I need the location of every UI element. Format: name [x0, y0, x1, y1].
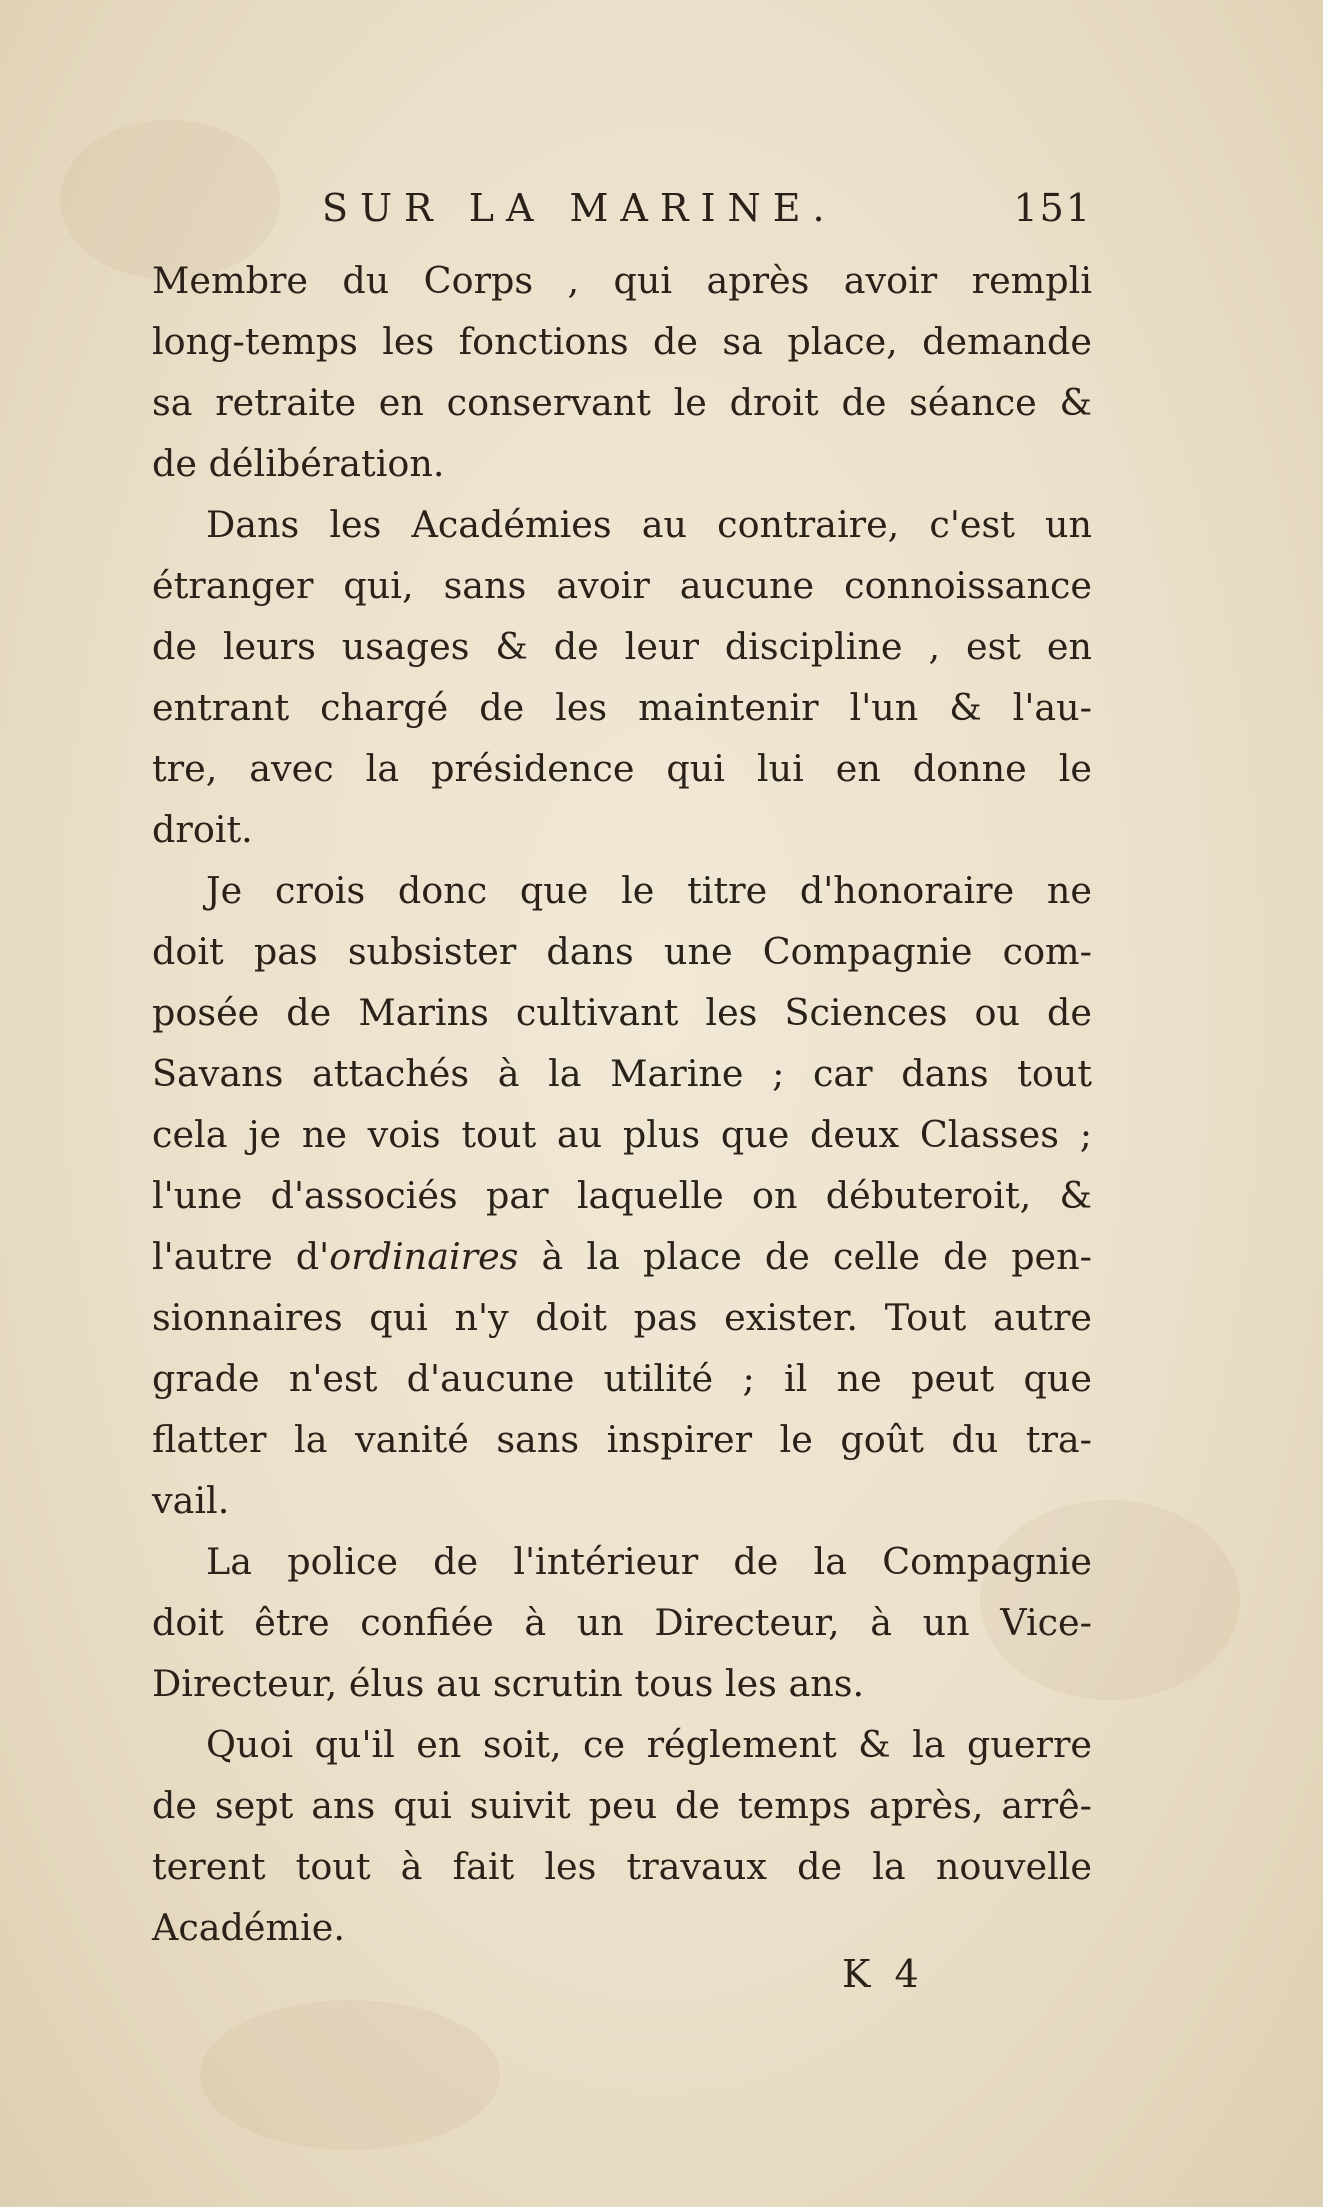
text-line: tre, avec la présidence qui lui en donne le: [152, 747, 1092, 790]
text-line: vail.: [152, 1479, 230, 1522]
text-line: long-temps les fonctions de sa place, demande: [152, 320, 1092, 363]
text-line: Savans attachés à la Marine ; car dans tout: [152, 1052, 1092, 1095]
text-line: Académie.: [152, 1906, 346, 1949]
text-line: droit.: [152, 808, 253, 851]
text-line: Je crois donc que le titre d'honoraire ne: [206, 869, 1092, 912]
page-number: 151: [1013, 186, 1092, 230]
text-line: étranger qui, sans avoir aucune connoissance: [152, 564, 1092, 607]
text-line-with-italic: l'autre d'ordinaires à la place de celle de pen-: [152, 1235, 1092, 1278]
text-line: grade n'est d'aucune utilité ; il ne peut que: [152, 1357, 1092, 1400]
text-line: entrant chargé de les maintenir l'un & l'au-: [152, 686, 1092, 729]
text-line: sa retraite en conservant le droit de séance &: [152, 381, 1092, 424]
text-line: doit être confiée à un Directeur, à un Vice-: [152, 1601, 1092, 1644]
text-line: de sept ans qui suivit peu de temps après, arrê-: [152, 1784, 1092, 1827]
page-header: [152, 186, 1092, 236]
paper-stain: [200, 2000, 500, 2150]
text-line: sionnaires qui n'y doit pas exister. Tout autre: [152, 1296, 1092, 1339]
text-line: l'une d'associés par laquelle on débuteroit, &: [152, 1174, 1092, 1217]
text-line: posée de Marins cultivant les Sciences ou de: [152, 991, 1092, 1034]
text-line: Directeur, élus au scrutin tous les ans.: [152, 1662, 865, 1705]
text-line: doit pas subsister dans une Compagnie com-: [152, 930, 1092, 973]
text-line: Quoi qu'il en soit, ce réglement & la guerre: [206, 1723, 1092, 1766]
body-text: [152, 250, 1092, 1958]
text-line: terent tout à fait les travaux de la nouvelle: [152, 1845, 1092, 1888]
text-line: Dans les Académies au contraire, c'est un: [206, 503, 1092, 546]
signature-mark: K 4: [842, 1952, 925, 1996]
text-line: flatter la vanité sans inspirer le goût du tra-: [152, 1418, 1092, 1461]
italic-word: ordinaires: [329, 1235, 519, 1278]
running-head: SUR LA MARINE.: [322, 186, 837, 230]
text-line: de leurs usages & de leur discipline , est en: [152, 625, 1092, 668]
text-line: cela je ne vois tout au plus que deux Classes ;: [152, 1113, 1092, 1156]
text-line: La police de l'intérieur de la Compagnie: [206, 1540, 1092, 1583]
text-line: de délibération.: [152, 442, 445, 485]
text-line: Membre du Corps , qui après avoir rempli: [152, 259, 1092, 302]
